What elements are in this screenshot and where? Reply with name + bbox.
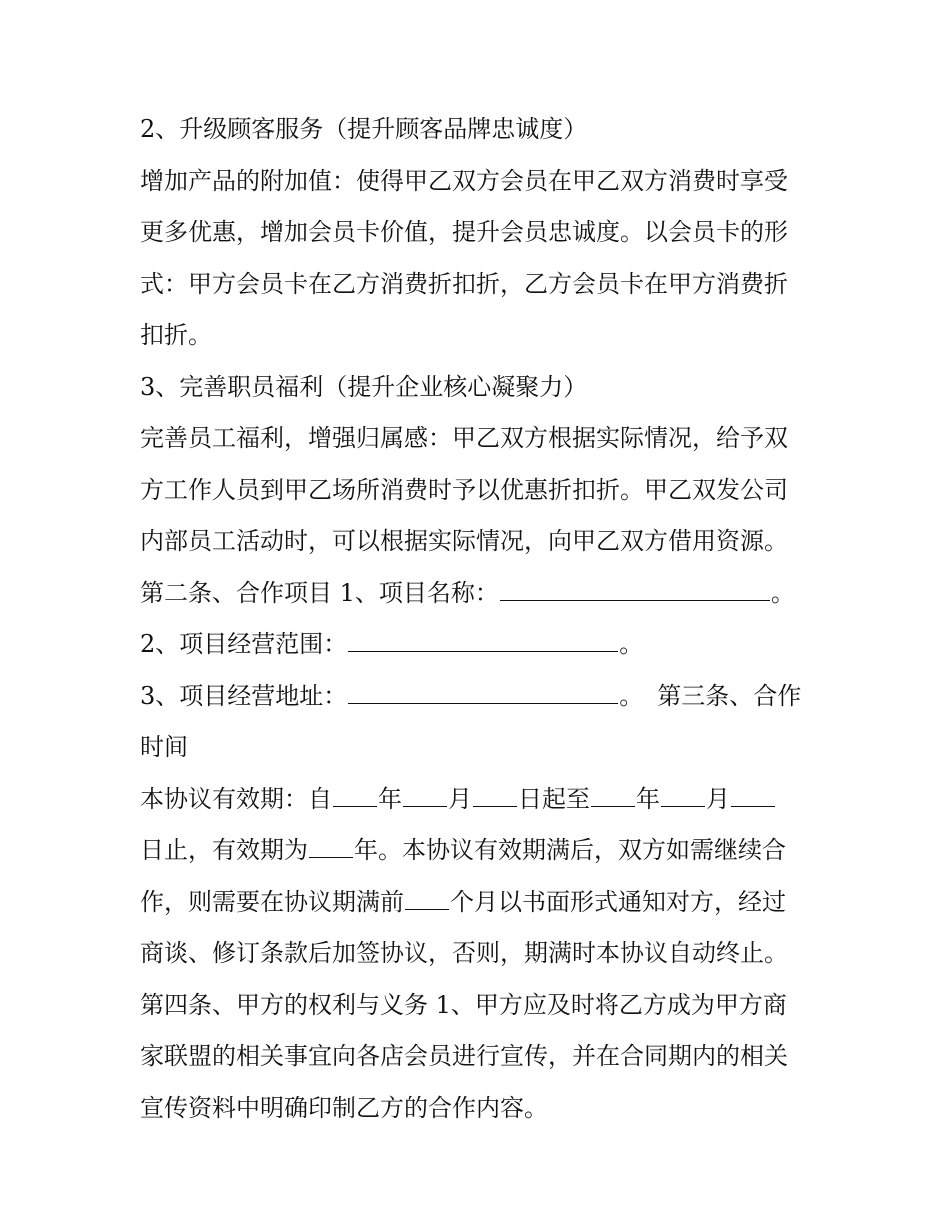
project-name-period: 。 bbox=[770, 578, 795, 607]
day-end-label: 日止，有效期为 bbox=[140, 836, 308, 864]
document-body bbox=[140, 104, 820, 1134]
month-label: 月 bbox=[448, 784, 472, 813]
project-address-period: 。 bbox=[619, 681, 644, 710]
project-scope-period: 。 bbox=[619, 630, 644, 658]
start-year-blank[interactable] bbox=[333, 784, 377, 807]
project-address-label: 3、项目经营地址： bbox=[140, 681, 348, 710]
month-label: 月 bbox=[706, 784, 730, 813]
project-address-line bbox=[140, 671, 820, 723]
article3-heading: 第三条、合作 bbox=[657, 681, 802, 710]
validity-label: 本协议有效期：自 bbox=[140, 784, 332, 813]
paragraph-line: 内部员工活动时，可以根据实际情况，向甲乙双方借用资源。 bbox=[140, 527, 788, 555]
paragraph-line: 更多优惠，增加会员卡价值，提升会员忠诚度。以会员卡的形 bbox=[140, 218, 788, 246]
project-name-line bbox=[140, 568, 820, 620]
validity-line bbox=[140, 774, 820, 826]
notice-months-blank[interactable] bbox=[405, 887, 449, 910]
project-scope-line bbox=[140, 619, 820, 671]
paragraph-line: 式：甲方会员卡在乙方消费折扣折，乙方会员卡在甲方消费折 bbox=[140, 269, 788, 298]
day-start-label: 日起至 bbox=[518, 784, 590, 813]
article3-heading-continued: 时间 bbox=[140, 733, 188, 761]
paragraph-line: 增加产品的附加值：使得甲乙双方会员在甲乙双方消费时享受 bbox=[140, 166, 788, 195]
year-label: 年 bbox=[636, 784, 660, 813]
paragraph-line: 家联盟的相关事宜向各店会员进行宣传，并在合同期内的相关 bbox=[140, 1042, 788, 1070]
section-heading-staff-welfare: 3、完善职员福利（提升企业核心凝聚力） bbox=[140, 372, 588, 401]
paragraph-line: 方工作人员到甲乙场所消费时予以优惠折扣折。甲乙双发公司 bbox=[140, 475, 788, 504]
paragraph-line: 扣折。 bbox=[140, 321, 212, 349]
notice-suffix: 个月以书面形式通知对方，经过 bbox=[450, 887, 786, 916]
section-heading-customer-service: 2、升级顾客服务（提升顾客品牌忠诚度） bbox=[140, 115, 588, 143]
period-years-blank[interactable] bbox=[309, 835, 353, 858]
article4-heading-line: 第四条、甲方的权利与义务 1、甲方应及时将乙方成为甲方商 bbox=[140, 990, 787, 1019]
validity-period-line bbox=[140, 825, 820, 877]
notice-prefix: 作，则需要在协议期满前 bbox=[140, 887, 404, 916]
project-address-blank[interactable] bbox=[348, 681, 618, 704]
end-year-blank[interactable] bbox=[591, 784, 635, 807]
start-day-blank[interactable] bbox=[473, 784, 517, 807]
paragraph-line: 完善员工福利，增强归属感：甲乙双方根据实际情况，给予双 bbox=[140, 424, 788, 452]
project-name-blank[interactable] bbox=[500, 578, 770, 601]
start-month-blank[interactable] bbox=[403, 784, 447, 807]
project-name-label: 第二条、合作项目 1、项目名称： bbox=[140, 578, 499, 607]
end-day-blank[interactable] bbox=[731, 784, 775, 807]
year-label: 年 bbox=[378, 784, 402, 813]
renewal-text: 年。本协议有效期满后，双方如需继续合 bbox=[354, 836, 786, 864]
project-scope-blank[interactable] bbox=[348, 629, 618, 652]
closing-line: 商谈、修订条款后加签协议，否则，期满时本协议自动终止。 bbox=[140, 939, 788, 967]
project-scope-label: 2、项目经营范围： bbox=[140, 630, 348, 658]
end-month-blank[interactable] bbox=[661, 784, 705, 807]
notice-line bbox=[140, 877, 820, 929]
paragraph-line: 宣传资料中明确印制乙方的合作内容。 bbox=[140, 1093, 548, 1122]
